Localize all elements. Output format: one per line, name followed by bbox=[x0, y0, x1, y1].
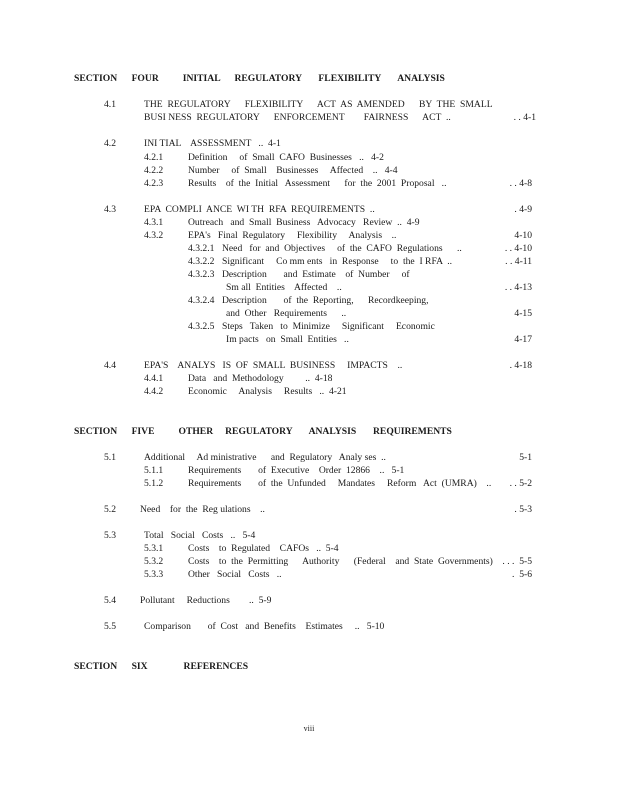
toc-entry-text: Results of the Initial Assessment for the 2001 Proposal .. bbox=[188, 178, 447, 189]
toc-num: 5.3.3 bbox=[144, 569, 164, 580]
toc-num: 5.2 bbox=[104, 504, 116, 515]
toc-num: 5.1.1 bbox=[144, 465, 164, 476]
toc-entry-text: Im pacts on Small Entities .. bbox=[226, 334, 349, 345]
section-five-heading: SECTION FIVE OTHER REGULATORY ANALYSIS REQUIREMENTS bbox=[74, 426, 452, 437]
toc-num: 4.3.2.3 bbox=[188, 269, 215, 280]
toc-entry-text: Description and Estimate of Number of bbox=[222, 269, 410, 280]
toc-page-ref: . . . 5-5 bbox=[502, 556, 532, 567]
toc-entry-text: Definition of Small CAFO Businesses .. 4-2 bbox=[188, 152, 384, 163]
section-six-heading: SECTION SIX REFERENCES bbox=[74, 661, 249, 672]
toc-entry-text: Data and Methodology .. 4-18 bbox=[188, 373, 333, 384]
toc-page-ref: 4-10 bbox=[514, 230, 532, 241]
toc-page-ref: . . 4-1 bbox=[513, 112, 536, 123]
toc-page-ref: . 5-3 bbox=[514, 504, 532, 515]
toc-entry-text: Need for the Reg ulations .. bbox=[140, 504, 265, 515]
toc-entry-text: Pollutant Reductions .. 5-9 bbox=[140, 595, 272, 606]
toc-num: 5.3.1 bbox=[144, 543, 164, 554]
toc-entry-text: BUSI NESS REGULATORY ENFORCEMENT FAIRNESS ACT .. bbox=[144, 112, 451, 123]
toc-entry-text: Outreach and Small Business Advocacy Review .. 4-9 bbox=[188, 217, 420, 228]
toc-entry-text: Sm all Entities Affected .. bbox=[226, 282, 342, 293]
toc-entry-text: Costs to Regulated CAFOs .. 5-4 bbox=[188, 543, 339, 554]
toc-page-ref: . 4-18 bbox=[509, 360, 532, 371]
toc-num: 4.3.2.1 bbox=[188, 243, 215, 254]
toc-entry-text: Requirements of Executive Order 12866 .. 5-1 bbox=[188, 465, 405, 476]
toc-num: 4.2 bbox=[104, 138, 116, 149]
toc-num: 5.5 bbox=[104, 621, 116, 632]
toc-entry-text: THE REGULATORY FLEXIBILITY ACT AS AMENDED BY THE SMALL bbox=[144, 99, 493, 110]
toc-entry-text: and Other Requirements .. bbox=[226, 308, 347, 319]
toc-entry-text: Other Social Costs .. bbox=[188, 569, 282, 580]
toc-entry-text: Description of the Reporting, Recordkeeping, bbox=[222, 295, 429, 306]
toc-entry-text: Comparison of Cost and Benefits Estimates .. 5-10 bbox=[144, 621, 385, 632]
toc-page-ref: . . 4-11 bbox=[505, 256, 532, 267]
toc-page-ref: 5-1 bbox=[519, 452, 532, 463]
toc-num: 4.3.2.2 bbox=[188, 256, 215, 267]
toc-num: 4.4.1 bbox=[144, 373, 164, 384]
toc-page-ref: . 4-9 bbox=[514, 204, 532, 215]
toc-num: 4.3.1 bbox=[144, 217, 164, 228]
toc-page-ref: 4-15 bbox=[514, 308, 532, 319]
toc-num: 4.1 bbox=[104, 99, 116, 110]
toc-num: 5.3.2 bbox=[144, 556, 164, 567]
toc-num: 4.3 bbox=[104, 204, 116, 215]
toc-num: 4.2.3 bbox=[144, 178, 164, 189]
toc-num: 5.1 bbox=[104, 452, 116, 463]
toc-entry-text: Costs to the Permitting Authority (Federal and State Governments) bbox=[188, 556, 493, 567]
toc-entry-text: Steps Taken to Minimize Significant Economic bbox=[222, 321, 435, 332]
toc-num: 4.4 bbox=[104, 360, 116, 371]
toc-num: 5.1.2 bbox=[144, 478, 164, 489]
toc-num: 4.2.2 bbox=[144, 165, 164, 176]
toc-entry-text: Need for and Objectives of the CAFO Regulations .. bbox=[222, 243, 462, 254]
toc-num: 5.4 bbox=[104, 595, 116, 606]
toc-entry-text: EPA COMPLI ANCE WI TH RFA REQUIREMENTS .. bbox=[144, 204, 375, 215]
toc-page-ref: . . 4-10 bbox=[504, 243, 532, 254]
toc-entry-text: INI TIAL ASSESSMENT .. 4-1 bbox=[144, 138, 281, 149]
page-number: viii bbox=[303, 724, 315, 733]
toc-entry-text: Economic Analysis Results .. 4-21 bbox=[188, 386, 347, 397]
toc-entry-text: Number of Small Businesses Affected .. 4-4 bbox=[188, 165, 398, 176]
toc-page-ref: . 5-6 bbox=[512, 569, 532, 580]
toc-num: 4.3.2.4 bbox=[188, 295, 215, 306]
toc-num: 4.3.2.5 bbox=[188, 321, 215, 332]
section-four-heading: SECTION FOUR INITIAL REGULATORY FLEXIBILITY ANALYSIS bbox=[74, 73, 445, 84]
toc-num: 4.3.2 bbox=[144, 230, 164, 241]
toc-page-ref: . . 4-8 bbox=[509, 178, 532, 189]
toc-entry-text: EPA'S ANALYS IS OF SMALL BUSINESS IMPACTS .. bbox=[144, 360, 403, 371]
toc-num: 5.3 bbox=[104, 530, 116, 541]
toc-page-ref: . . 5-2 bbox=[509, 478, 532, 489]
toc-page-ref: 4-17 bbox=[514, 334, 532, 345]
toc-num: 4.2.1 bbox=[144, 152, 164, 163]
toc-entry-text: Additional Ad ministrative and Regulatory Analy ses .. bbox=[144, 452, 386, 463]
toc-entry-text: Requirements of the Unfunded Mandates Reform Act (UMRA) .. bbox=[188, 478, 492, 489]
toc-entry-text: EPA's Final Regulatory Flexibility Analysis .. bbox=[188, 230, 397, 241]
toc-page-ref: . . 4-13 bbox=[504, 282, 532, 293]
toc-entry-text: Total Social Costs .. 5-4 bbox=[144, 530, 256, 541]
toc-entry-text: Significant Co mm ents in Response to the I RFA .. bbox=[222, 256, 453, 267]
toc-num: 4.4.2 bbox=[144, 386, 164, 397]
